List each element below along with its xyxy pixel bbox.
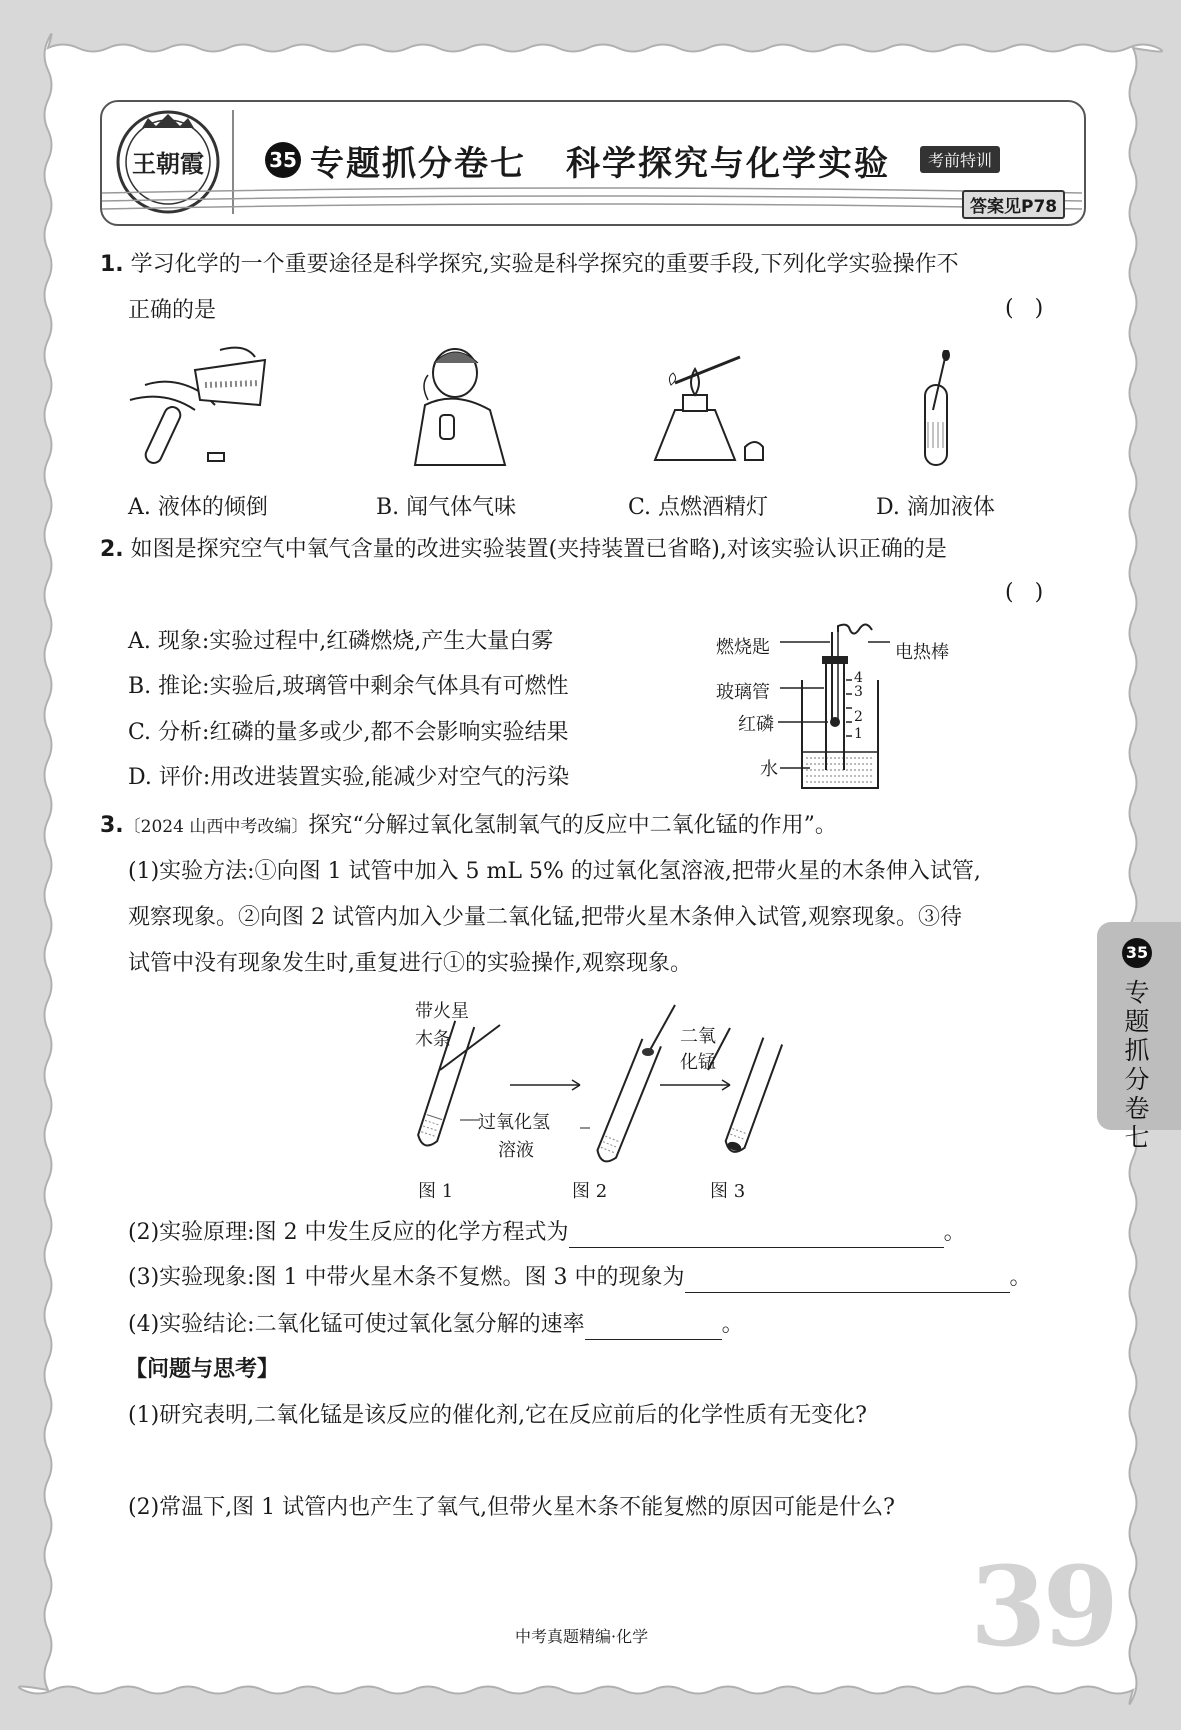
- q1-option-b: B. 闻气体气味: [376, 495, 517, 520]
- label-glass-tube: 玻璃管: [716, 682, 770, 703]
- think-title: 【问题与思考】: [125, 1357, 280, 1382]
- q2-option-b: B. 推论:实验后,玻璃管中剩余气体具有可燃性: [128, 674, 569, 699]
- label-mno2-2: 化锰: [680, 1052, 716, 1073]
- header-decor-lines: [102, 187, 1082, 213]
- q1-number: 1.: [100, 252, 124, 277]
- q3-source: 〔2024 山西中考改编〕: [123, 817, 309, 837]
- q2-answer-paren: ( ): [1005, 580, 1044, 605]
- q2-line1: [100, 535, 947, 565]
- q1-figure-smell-gas: [410, 345, 510, 470]
- label-splint-2: 木条: [415, 1029, 451, 1050]
- q1-figure-alcohol-lamp: [645, 355, 765, 470]
- scale-1: 1: [854, 726, 863, 742]
- side-chapter-tab[interactable]: [1097, 922, 1181, 1152]
- q3-stem: 探究“分解过氧化氢制氧气的反应中二氧化锰的作用”。: [308, 813, 837, 838]
- q3-line1: [100, 811, 837, 842]
- scale-2: 2: [854, 709, 863, 725]
- page-title: [310, 136, 890, 185]
- title-right: 科学探究与化学实验: [566, 144, 890, 184]
- q3-sub2: [128, 1218, 966, 1248]
- q3-sub4: [128, 1310, 744, 1340]
- think-q2: (2)常温下,图 1 试管内也产生了氧气,但带火星木条不能复燃的原因可能是什么?: [128, 1495, 895, 1520]
- q1-figure-dropping-liquid: [905, 350, 965, 470]
- title-left: 专题抓分卷七: [310, 144, 526, 184]
- scale-3: 3: [854, 684, 863, 700]
- q3-sub2-period: 。: [943, 1220, 966, 1245]
- q2-option-d: D. 评价:用改进装置实验,能减少对空气的污染: [128, 765, 570, 790]
- q3-sub3-text: (3)实验现象:图 1 中带火星木条不复燃。图 3 中的现象为: [128, 1265, 685, 1290]
- q1-answer-paren: ( ): [1005, 296, 1044, 321]
- fig2-caption: 图 2: [572, 1181, 608, 1202]
- side-tab-number: 35: [1122, 938, 1152, 968]
- label-h2o2-1: 过氧化氢: [478, 1112, 550, 1133]
- q3-sub3-blank[interactable]: [685, 1268, 1010, 1293]
- answer-ref-tag: 答案见P78: [962, 190, 1065, 219]
- q1-option-d: D. 滴加液体: [876, 495, 995, 520]
- q2-number: 2.: [100, 537, 124, 562]
- q1-figure-pour-liquid: [125, 345, 275, 470]
- q2-option-c: C. 分析:红磷的量多或少,都不会影响实验结果: [128, 720, 569, 745]
- q3-method-line2: 观察现象。②向图 2 试管内加入少量二氧化锰,把带火星木条伸入试管,观察现象。③待: [128, 905, 962, 930]
- q3-sub4-period: 。: [721, 1312, 744, 1337]
- label-heater: 电热棒: [895, 642, 949, 663]
- q1-line2: 正确的是: [128, 298, 217, 323]
- q1-option-c: C. 点燃酒精灯: [628, 495, 769, 520]
- q3-sub4-text: (4)实验结论:二氧化锰可使过氧化氢分解的速率: [128, 1312, 585, 1337]
- scale-4: 4: [854, 670, 863, 686]
- fig3-caption: 图 3: [710, 1181, 746, 1202]
- fig1-caption: 图 1: [418, 1181, 454, 1202]
- svg-text:王朝霞: 王朝霞: [132, 149, 204, 178]
- q3-sub3-period: 。: [1009, 1265, 1032, 1290]
- side-tab-text: 专题抓分卷七: [1124, 978, 1150, 1152]
- page-number: 39: [970, 1542, 1116, 1671]
- topic-number-badge: 35: [265, 142, 301, 178]
- label-h2o2-2: 溶液: [498, 1140, 534, 1161]
- q3-method-line3: 试管中没有现象发生时,重复进行①的实验操作,观察现象。: [128, 951, 692, 976]
- q1-stem: 学习化学的一个重要途径是科学探究,实验是科学探究的重要手段,下列化学实验操作不: [130, 252, 959, 277]
- label-red-phosphorus: 红磷: [738, 714, 774, 735]
- label-mno2-1: 二氧: [680, 1026, 716, 1047]
- q3-sub2-text: (2)实验原理:图 2 中发生反应的化学方程式为: [128, 1220, 569, 1245]
- pre-exam-tag: 考前特训: [920, 146, 1000, 173]
- q2-option-a: A. 现象:实验过程中,红磷燃烧,产生大量白雾: [128, 629, 554, 654]
- label-spoon: 燃烧匙: [716, 637, 770, 658]
- q3-test-tubes-figure: [410, 1000, 810, 1170]
- q3-sub3: [128, 1263, 1032, 1293]
- q3-number: 3.: [100, 813, 124, 838]
- q3-method-line1: (1)实验方法:①向图 1 试管中加入 5 mL 5% 的过氧化氢溶液,把带火星的木条伸入试管,: [128, 859, 981, 884]
- q3-sub4-blank[interactable]: [585, 1315, 722, 1340]
- q1-line1: [100, 250, 959, 280]
- label-water: 水: [760, 759, 778, 780]
- footer-text: 中考真题精编·化学: [515, 1627, 649, 1646]
- q2-stem: 如图是探究空气中氧气含量的改进实验装置(夹持装置已省略),对该实验认识正确的是: [130, 537, 947, 562]
- q3-sub2-blank[interactable]: [569, 1223, 944, 1248]
- q1-option-a: A. 液体的倾倒: [128, 495, 268, 520]
- label-splint-1: 带火星: [415, 1001, 469, 1022]
- think-q1: (1)研究表明,二氧化锰是该反应的催化剂,它在反应前后的化学性质有无变化?: [128, 1403, 867, 1428]
